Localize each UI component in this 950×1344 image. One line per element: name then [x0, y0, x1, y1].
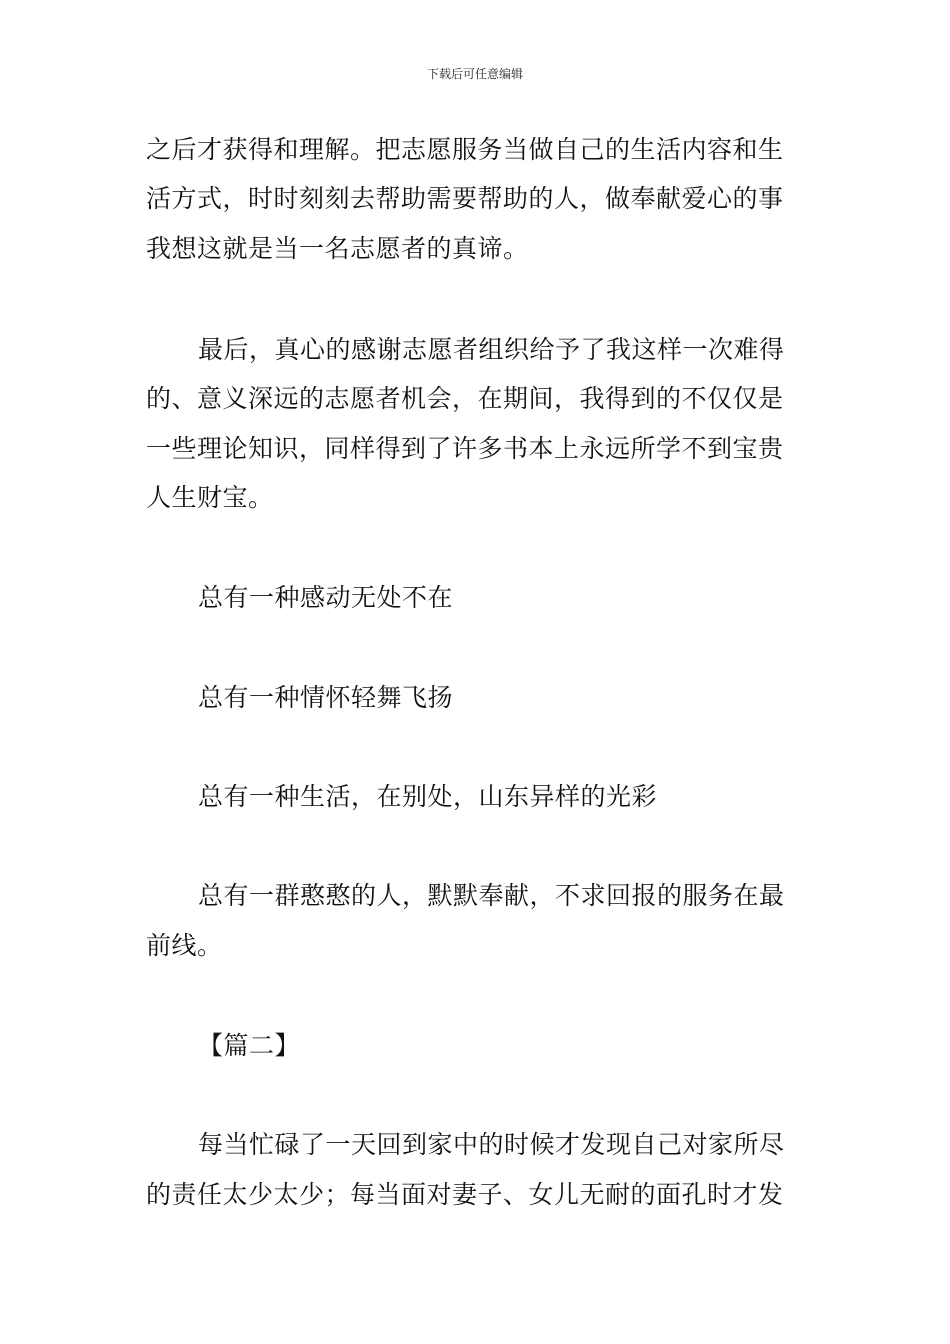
text-line: 人生财宝。 [146, 483, 274, 512]
page-header: 下载后可任意编辑 [426, 67, 523, 81]
text-line: 我想这就是当一名志愿者的真谛。 [146, 234, 529, 263]
text-line: 总有一种情怀轻舞飞扬 [198, 683, 454, 712]
text-line: 每当忙碌了一天回到家中的时候才发现自己对家所尽 [198, 1130, 785, 1159]
section-heading: 【篇二】 [198, 1031, 301, 1060]
text-line: 的责任太少太少；每当面对妻子、女儿无耐的面孔时才发 [146, 1180, 784, 1209]
text-line: 之后才获得和理解。把志愿服务当做自己的生活内容和生 [146, 135, 784, 164]
text-line: 总有一种感动无处不在 [198, 583, 454, 612]
text-line: 的、意义深远的志愿者机会，在期间，我得到的不仅仅是 [146, 384, 784, 413]
text-line: 活方式，时时刻刻去帮助需要帮助的人，做奉献爱心的事 [146, 184, 784, 213]
text-line: 前线。 [146, 931, 223, 960]
text-line: 总有一种生活，在别处，山东异样的光彩 [198, 782, 658, 811]
text-line: 总有一群憨憨的人，默默奉献，不求回报的服务在最 [198, 881, 785, 910]
text-line: 一些理论知识，同样得到了许多书本上永远所学不到宝贵 [146, 434, 784, 463]
text-line: 最后，真心的感谢志愿者组织给予了我这样一次难得 [198, 335, 785, 364]
